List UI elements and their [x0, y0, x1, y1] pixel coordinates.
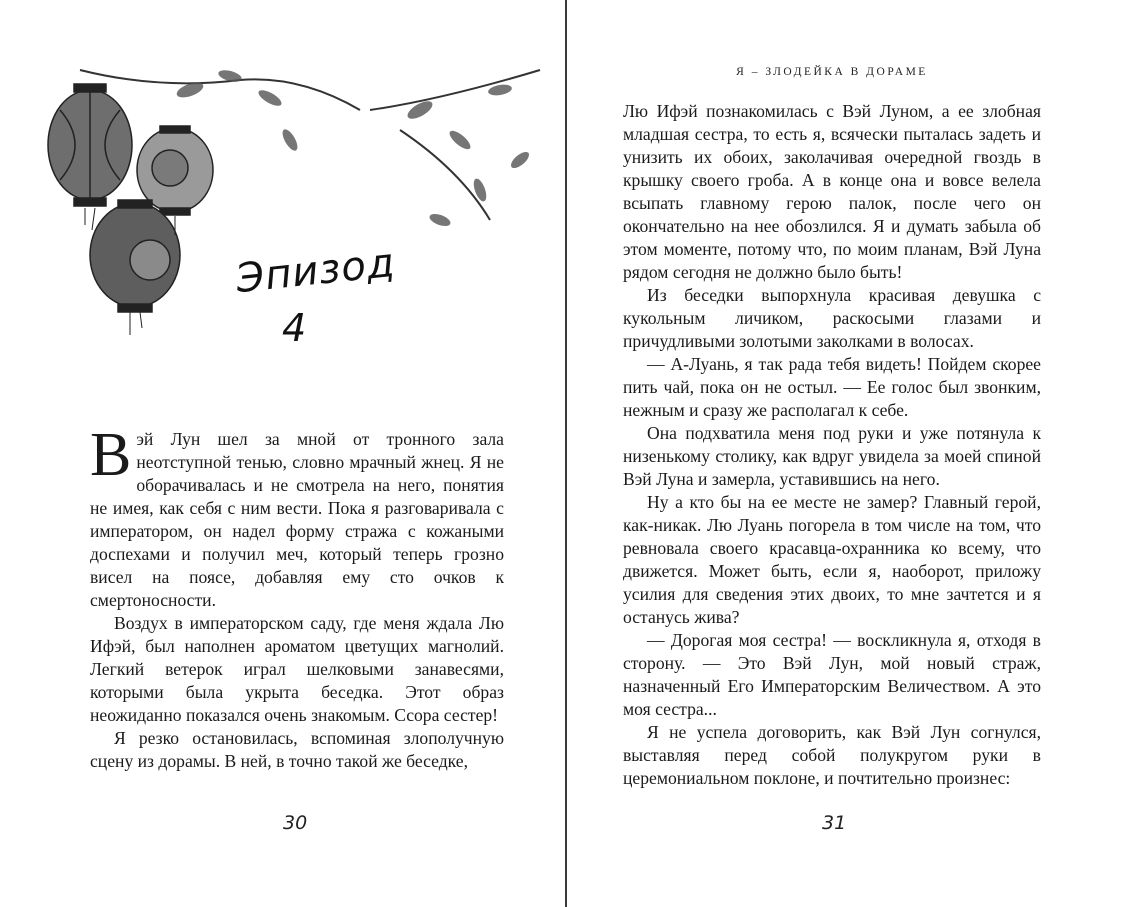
right-page-text [623, 100, 1041, 790]
chapter-number: 4 [282, 306, 307, 350]
paragraph: Я не успела договорить, как Вэй Лун согнулся, выставляя перед собой полукругом руки в церемониальном поклоне, и почтительно произнес: [623, 722, 1041, 788]
paragraph: Из беседки выпорхнула красивая девушка с кукольным личиком, раскосыми глазами и причудливыми золотыми заколками в волосах. [623, 285, 1041, 351]
paragraph: Я резко остановилась, вспоминая злополучную сцену из дорамы. В ней, в точно такой же беседке, [90, 728, 504, 771]
paragraph: Ну а кто бы на ее месте не замер? Главный герой, как-никак. Лю Луань погорела в том числе на том, что ревновала своего красавца-охранника ко всему, что движется. Может быть, если я, наоборот, приложу усилия для сведения этих двоих, то мне зачтется и я останусь жива? [623, 492, 1041, 627]
chapter-title: Эпизод [234, 239, 398, 303]
paragraph: Лю Ифэй познакомилась с Вэй Луном, а ее злобная младшая сестра, то есть я, всячески пыталась задеть и унизить их обоих, заколачивая очередной гвоздь в крышку своего гроба. А в конце она и вовсе велела всыпать главному герою палок, после чего он окончательно на нее обозлился. Я и думать забыла об этом моменте, потому что, по моим планам, Вэй Луна рядом сегодня не должно было быть! [623, 101, 1041, 282]
paragraph: — А-Луань, я так рада тебя видеть! Пойдем скорее пить чай, пока он не остыл. — Ее голос был звонким, нежным и сразу же располагал к себе. [623, 354, 1041, 420]
paragraph: Воздух в императорском саду, где меня ждала Лю Ифэй, был наполнен ароматом цветущих магнолий. Легкий ветерок играл шелковыми занавесями, которыми была укрыта беседка. Этот образ неожиданно показался очень знакомым. Ссора сестер! [90, 613, 504, 725]
drop-cap: В [90, 421, 132, 489]
left-page-text [90, 421, 504, 773]
paragraph: Она подхватила меня под руки и уже потянула к низенькому столику, как вдруг увидела за моей спиной Вэй Луна и замерла, уставившись на него. [623, 423, 1041, 489]
paragraph: — Дорогая моя сестра! — воскликнула я, отходя в сторону. — Это Вэй Лун, мой новый страж, назначенный Его Императорским Величеством. А это моя сестра... [623, 630, 1041, 719]
running-head: Я – ЗЛОДЕЙКА В ДОРАМЕ [736, 66, 928, 78]
page-number-left: 30 [283, 812, 308, 834]
page-number-right: 31 [822, 812, 847, 834]
paragraph: Вэй Лун шел за мной от тронного зала неотступной тенью, словно мрачный жнец. Я не оборачивалась и не смотрела на него, понятия не имея, как себя с ним вести. Пока я разговаривала с императором, он надел форму стража с кожаными доспехами и получил меч, который теперь грозно висел на поясе, добавляя ему сто очков к смертоносности. [90, 421, 504, 610]
